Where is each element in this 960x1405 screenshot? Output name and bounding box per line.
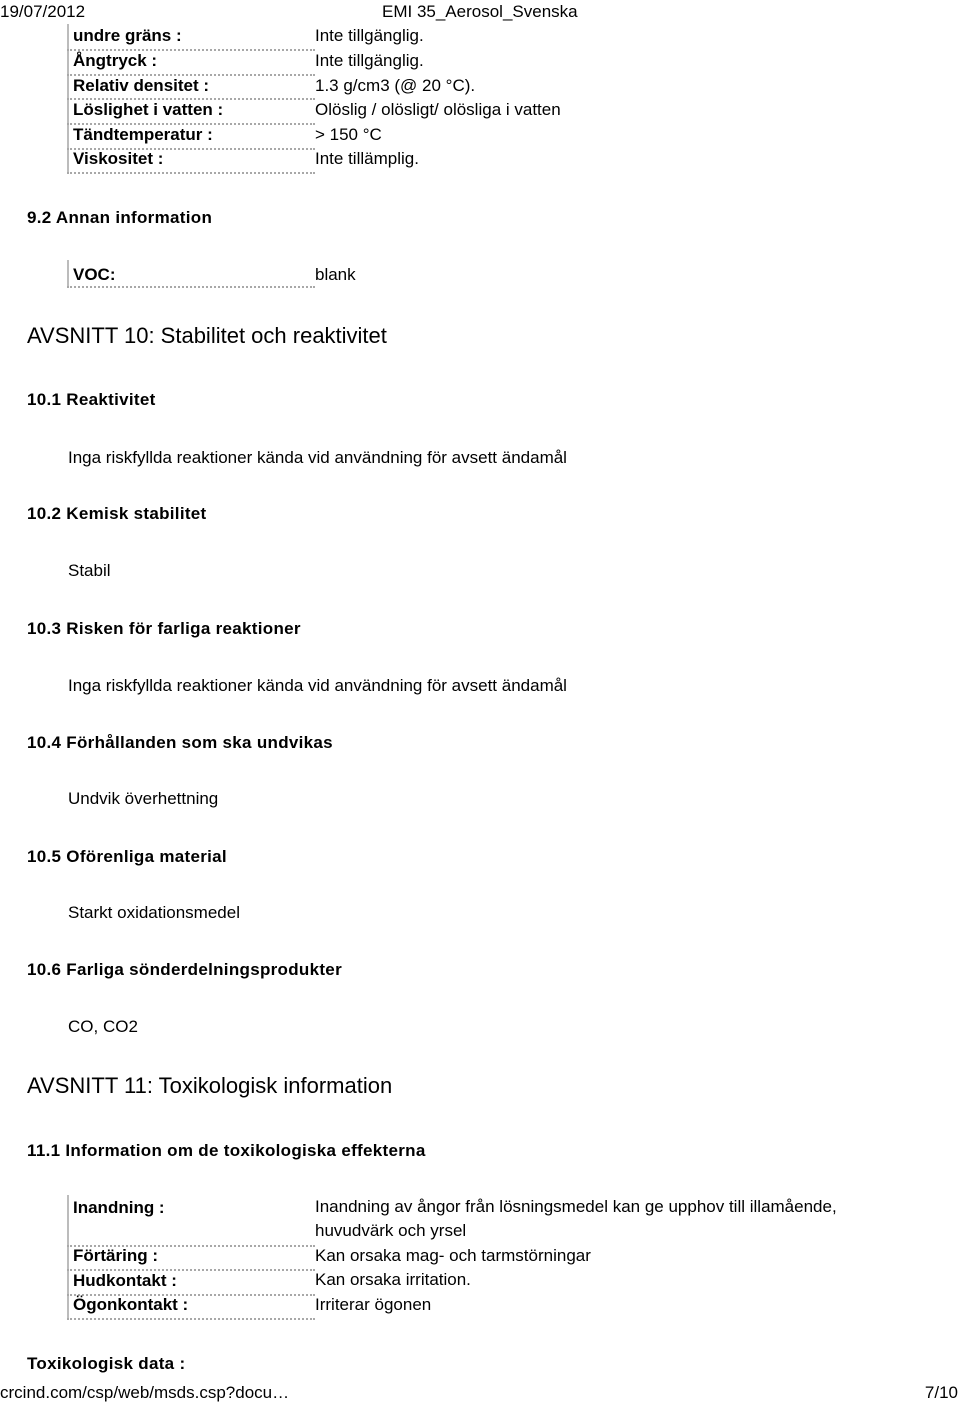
effect-value: Inandning av ångor från lösningsmedel kan ge upphov till illamående, — [315, 1197, 837, 1216]
property-label: Relativ densitet : — [73, 76, 210, 95]
footer-url: crcind.com/csp/web/msds.csp?docu… — [0, 1383, 290, 1402]
page-number: 7/10 — [924, 1383, 958, 1402]
tox-data-label: Toxikologisk data : — [27, 1354, 186, 1373]
table-left-border — [67, 1195, 69, 1320]
property-value: > 150 °C — [315, 125, 382, 144]
property-value: Olöslig / olösligt/ olösliga i vatten — [315, 100, 561, 119]
property-label: Löslighet i vatten : — [73, 100, 224, 119]
subsection-title: 11.1 Information om de toxikologiska effekterna — [27, 1141, 426, 1160]
subsection-text: Inga riskfyllda reaktioner kända vid användning för avsett ändamål — [68, 448, 567, 467]
row-divider — [67, 286, 315, 288]
property-label: Viskositet : — [73, 149, 164, 168]
subsection-title: 9.2 Annan information — [27, 208, 213, 227]
subsection-title: 10.1 Reaktivitet — [27, 390, 156, 409]
subsection-title: 10.2 Kemisk stabilitet — [27, 504, 207, 523]
property-value: Inte tillgänglig. — [315, 51, 424, 70]
effect-label: Ögonkontakt : — [73, 1295, 189, 1314]
effect-label: Förtäring : — [73, 1246, 158, 1265]
section-title: AVSNITT 10: Stabilitet och reaktivitet — [27, 323, 387, 348]
effect-value: Irriterar ögonen — [315, 1295, 432, 1314]
print-date: 19/07/2012 — [0, 2, 86, 21]
table-left-border — [67, 260, 69, 288]
effect-label: Inandning : — [73, 1198, 165, 1217]
row-divider — [67, 172, 315, 174]
property-label: Tändtemperatur : — [73, 125, 213, 144]
subsection-text: Stabil — [68, 561, 111, 580]
property-label: undre gräns : — [73, 26, 182, 45]
property-value: 1.3 g/cm3 (@ 20 °C). — [315, 76, 476, 95]
subsection-title: 10.4 Förhållanden som ska undvikas — [27, 733, 333, 752]
row-divider — [67, 1318, 315, 1320]
subsection-text: Inga riskfyllda reaktioner kända vid användning för avsett ändamål — [68, 676, 567, 695]
effect-value: Kan orsaka irritation. — [315, 1270, 471, 1289]
property-value: Inte tillämplig. — [315, 149, 419, 168]
property-label: Ångtryck : — [73, 51, 158, 70]
subsection-text: Starkt oxidationsmedel — [68, 903, 240, 922]
voc-label: VOC: — [73, 265, 116, 284]
effect-value-continued: huvudvärk och yrsel — [315, 1221, 467, 1240]
section-title: AVSNITT 11: Toxikologisk information — [27, 1073, 393, 1098]
effect-label: Hudkontakt : — [73, 1271, 177, 1290]
document-title: EMI 35_Aerosol_Svenska — [382, 2, 578, 21]
effect-value: Kan orsaka mag- och tarmstörningar — [315, 1246, 591, 1265]
subsection-title: 10.6 Farliga sönderdelningsprodukter — [27, 960, 342, 979]
subsection-title: 10.5 Oförenliga material — [27, 847, 227, 866]
voc-value: blank — [315, 265, 356, 284]
property-value: Inte tillgänglig. — [315, 26, 424, 45]
subsection-text: CO, CO2 — [68, 1017, 138, 1036]
subsection-title: 10.3 Risken för farliga reaktioner — [27, 619, 301, 638]
subsection-text: Undvik överhettning — [68, 789, 219, 808]
